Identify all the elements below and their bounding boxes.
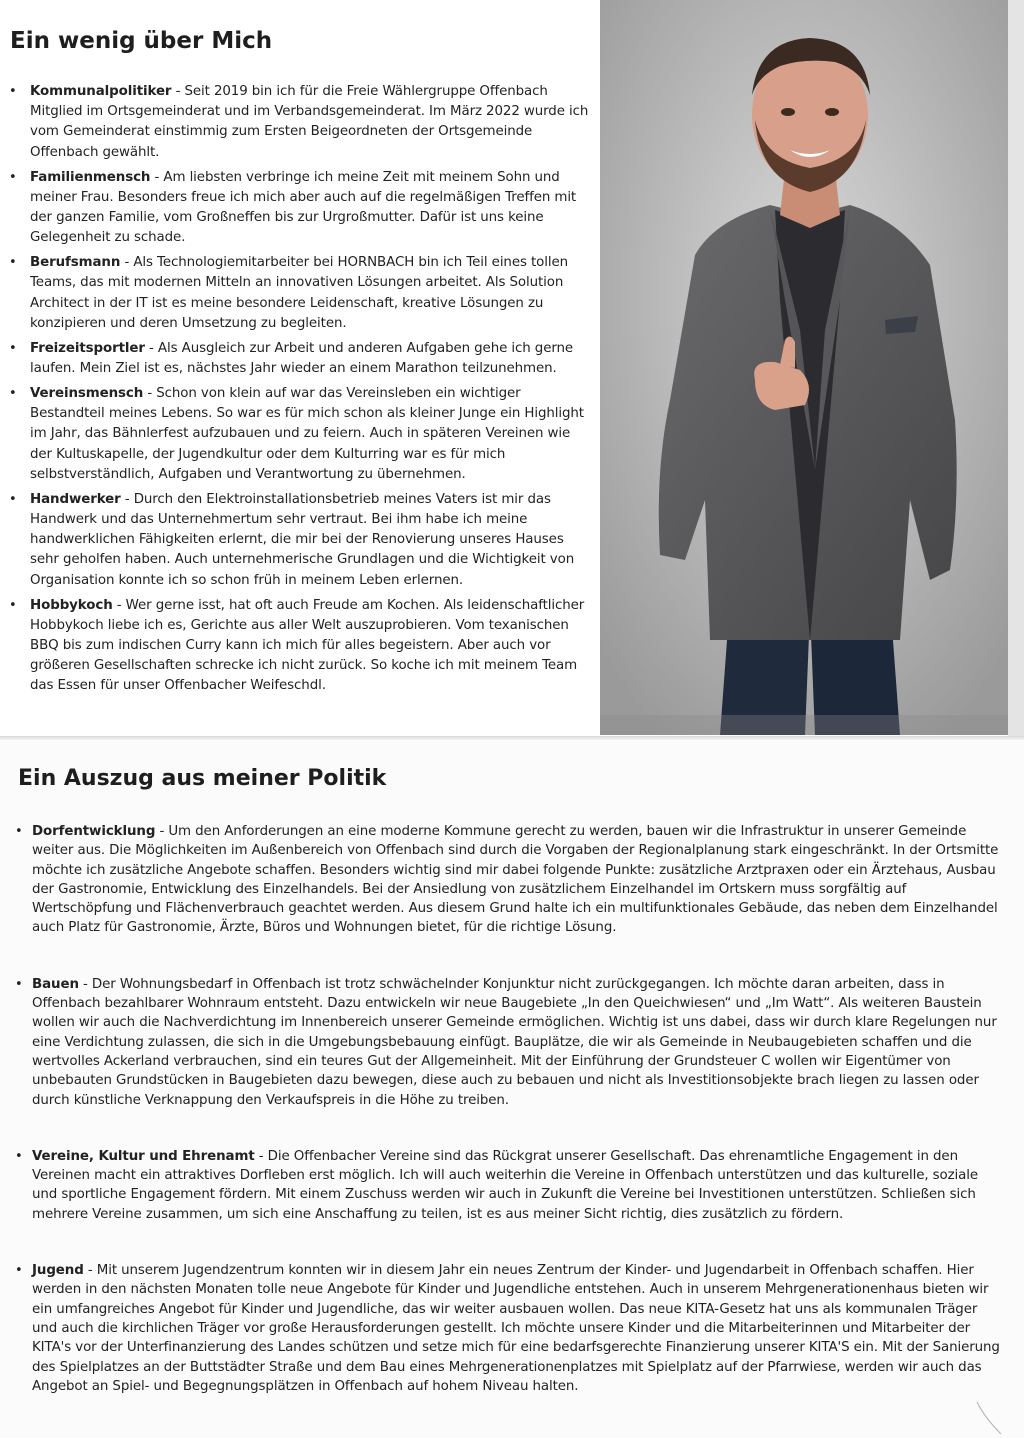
politics-item-youth <box>14 1261 1004 1396</box>
about-text: - Schon von klein auf war das Vereinsleben ein wichtiger Bestandteil meines Lebens. So war es für mich schon als kleiner Junge ein Highlight im Jahr, das Bähnlerfest aufzubauen und zu feiern. Auch in späteren Vereinen wie der Kultuskapelle, der Jugendkultur oder dem Kulturring war es für mich selbstverständlich, Aufgaben und Verantwortung zu übernehmen. <box>30 386 584 482</box>
about-list <box>8 82 592 701</box>
bullet-icon: • <box>9 597 17 613</box>
about-term: Vereinsmensch <box>30 386 144 402</box>
politics-term: Dorfentwicklung <box>32 824 156 839</box>
pencil-mark-icon <box>975 1400 1005 1436</box>
about-text: - Durch den Elektroinstallationsbetrieb meines Vaters ist mir das Handwerk und das Unternehmertum sehr vertraut. Bei ihm habe ich meine handwerklichen Fähigkeiten erlernt, die mir bei der Renovierung unseres Hauses sehr geholfen haben. Auch unternehmerische Grundlagen und die Wichtigkeit von Organisation konnte ich so schon früh in meinem Leben erlernen. <box>30 491 575 588</box>
about-item-sports <box>8 339 592 379</box>
politics-item-village-development <box>14 822 1004 938</box>
about-term: Kommunalpolitiker <box>30 84 172 99</box>
portrait-illustration <box>600 0 1008 735</box>
politics-title: Ein Auszug aus meiner Politik <box>18 766 387 791</box>
about-item-craftsman <box>8 490 592 591</box>
bullet-icon: • <box>9 255 17 271</box>
about-term: Handwerker <box>30 491 121 507</box>
bullet-icon: • <box>9 491 17 507</box>
politics-text: - Die Offenbacher Vereine sind das Rückgrat unserer Gesellschaft. Das ehrenamtliche Engagement in den Vereinen macht ein attraktives Dorfleben erst möglich. Ich will auch weiterhin die Vereine in Offenbach unterstützen und das kulturelle, soziale und sportliche Engagement fördern. Mit einem Zuschuss werden wir auch in Zukunft die Vereine bei Investitionen unterstützen. Schließen sich mehrere Vereine zusammen, um sich eine Anschaffung zu teilen, ist es aus meiner Sicht richtig, dies zusätzlich zu fördern. <box>32 1148 979 1222</box>
about-text: - Als Ausgleich zur Arbeit und anderen Aufgaben gehe ich gerne laufen. Mein Ziel ist es, nächstes Jahr wieder an einem Marathon teilzunehmen. <box>30 340 574 377</box>
about-item-clubs <box>8 384 592 485</box>
politics-term: Vereine, Kultur und Ehrenamt <box>32 1148 255 1164</box>
bullet-icon: • <box>9 386 17 402</box>
bullet-icon: • <box>15 1148 23 1164</box>
politics-term: Jugend <box>32 1263 84 1279</box>
about-term: Hobbykoch <box>30 597 113 613</box>
about-text: - Wer gerne isst, hat oft auch Freude am Kochen. Als leidenschaftlicher Hobbykoch liebe ich es, Gerichte aus aller Welt auszuprobieren. Vom texanischen BBQ bis zum indischen Curry kann ich mich für alles begeistern. Aber auch vor größeren Gesellschaften schrecke ich nicht zurück. So koche ich mit meinem Team das Essen für unser Offenbacher Weifeschdl. <box>30 597 585 694</box>
about-item-family <box>8 168 592 249</box>
about-term: Berufsmann <box>30 255 121 271</box>
about-title: Ein wenig über Mich <box>10 28 273 54</box>
politics-item-building <box>14 975 1004 1110</box>
scan-edge-strip <box>1008 0 1024 738</box>
portrait-photo <box>600 0 1008 735</box>
about-term: Freizeitsportler <box>30 340 145 356</box>
politics-item-clubs-culture <box>14 1147 1004 1224</box>
about-text: - Als Technologiemitarbeiter bei HORNBACH bin ich Teil eines tollen Teams, das mit modernen Mitteln an innovativen Lösungen arbeitet. Als Solution Architect in der IT ist es meine besondere Leidenschaft, kreative Lösungen zu konzipieren und deren Umsetzung zu begleiten. <box>30 255 569 331</box>
politics-text: - Um den Anforderungen an eine moderne Kommune gerecht zu werden, bauen wir die Infrastruktur in unserer Gemeinde weiter aus. Die Möglichkeiten im Außenbereich von Offenbach sind durch die Vorgaben der Regionalplanung stark eingeschränkt. In der Ortsmitte möchte ich zusätzliche Angebote schaffen. Besonders wichtig sind mir dabei folgende Punkte: zusätzliche Arztpraxen oder ein Ärztehaus, Ausbau der Gastronomie, Entwicklung des Einzelhandels. Bei der Ansiedlung von zusätzlichem Einzelhandel im Ortskern muss sorgfältig auf Wertschöpfung und Flächenverbrauch geachtet werden. Aus diesem Grund halte ich ein multifunktionales Gebäude, das neben dem Einzelhandel auch Platz für Gastronomie, Ärzte, Büros und Wohnungen bietet, für die richtige Lösung. <box>32 824 999 936</box>
about-text: - Seit 2019 bin ich für die Freie Wählergruppe Offenbach Mitglied im Ortsgemeinderat und im Verbandsgemeinderat. Im März 2022 wurde ich vom Gemeinderat einstimmig zum Ersten Beigeordneten der Ortsgemeinde Offenbach gewählt. <box>30 84 589 160</box>
bullet-icon: • <box>15 1263 23 1279</box>
bullet-icon: • <box>9 340 17 356</box>
politics-text: - Mit unserem Jugendzentrum konnten wir in diesem Jahr ein neues Zentrum der Kinder- und Jugendarbeit in Offenbach schaffen. Hier werden in den nächsten Monaten tolle neue Angebote für Kinder und Jugendliche entstehen. Auch in unserem Mehrgenerationenhaus bieten wir ein umfangreiches Angebot für Kinder und Jugendliche, das wir weiter ausbauen wollen. Das neue KITA-Gesetz hat uns als kommunalen Träger und auch die kirchlichen Träger vor große Herausforderungen gestellt. Ich möchte unsere Kinder und die Mitarbeiterinnen und Mitarbeiter der KITA's vor der Unterfinanzierung des Landes schützen und setze mich für eine bedarfsgerechte Finanzierung unserer KITA'S ein. Mit der Sanierung des Spielplatzes an der Buttstädter Straße und dem Bau eines Mehrgenerationenplatzes mit Spielplatz auf der Pfarrwiese, werden wir auch das Angebot an Spiel- und Begegnungsplätzen in Offenbach auf hohem Niveau halten. <box>32 1263 1000 1394</box>
bullet-icon: • <box>9 169 17 185</box>
about-item-politician <box>8 82 592 163</box>
about-text: - Am liebsten verbringe ich meine Zeit mit meinem Sohn und meiner Frau. Besonders freue ich mich aber auch auf die regelmäßigen Treffen mit der ganzen Familie, vom Großneffen bis zur Urgroßmutter. Dafür ist uns keine Gelegenheit zu schade. <box>30 169 577 246</box>
bullet-icon: • <box>15 976 23 992</box>
politics-list <box>14 822 1004 1433</box>
about-item-cook <box>8 596 592 697</box>
bullet-icon: • <box>9 84 17 99</box>
bullet-icon: • <box>15 824 23 839</box>
about-item-profession <box>8 253 592 334</box>
politics-term: Bauen <box>32 976 79 992</box>
politics-text: - Der Wohnungsbedarf in Offenbach ist trotz schwächelnder Konjunktur nicht zurückgegangen. Ich möchte daran arbeiten, dass in Offenbach bezahlbarer Wohnraum entsteht. Dazu entwickeln wir neue Baugebiete „In den Queichwiesen“ und „Im Watt“. Als weiteren Baustein wollen wir auch die Nachverdichtung im Innenbereich unserer Gemeinde ermöglichen. Wichtig ist uns dabei, dass wir durch klare Regelungen nur eine Verdichtung zulassen, die sich in die Umgebungsbebauung einfügt. Bauplätze, die wir als Gemeinde in Neubaugebieten schaffen und die wertvolles Ackerland verbrauchen, sind ein teures Gut der Allgemeinheit. Mit der Einführung der Grundsteuer C wollen wir Eigentümer von unbebauten Grundstücken in Baugebieten dazu bewegen, diese auch zu bebauen und nicht als Investitionsobjekte brach liegen zu lassen oder durch künstliche Verknappung den Verkaufspreis in die Höhe zu treiben. <box>32 976 997 1108</box>
about-term: Familienmensch <box>30 169 151 185</box>
